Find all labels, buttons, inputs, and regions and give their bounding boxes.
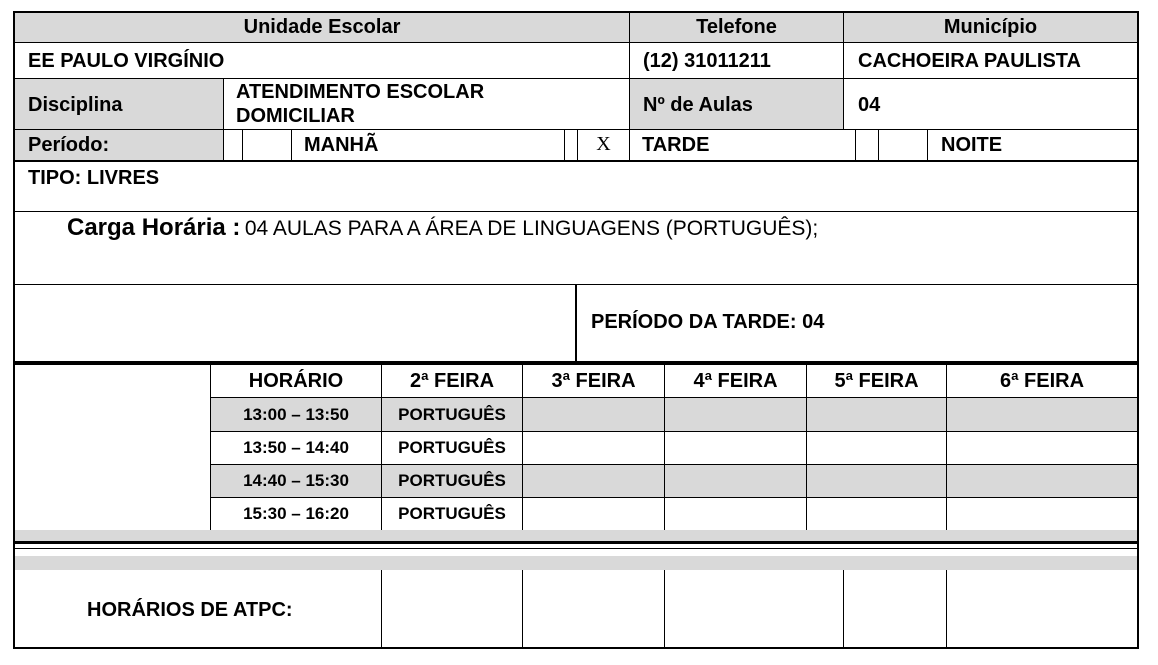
tipo-label: TIPO: LIVRES: [28, 167, 160, 189]
telefone-value: (12) 31011211: [643, 50, 771, 72]
carga-horaria: [67, 214, 818, 245]
unidade-escolar-value: EE PAULO VIRGÍNIO: [28, 50, 225, 72]
separator-band-top: [15, 530, 1137, 541]
col-header-terca: 3ª FEIRA: [551, 370, 636, 392]
col-header-horario: HORÁRIO: [248, 370, 344, 392]
municipio-value: CACHOEIRA PAULISTA: [858, 50, 1081, 72]
row-2-segunda: PORTUGUÊS: [398, 438, 506, 457]
col-header-sexta: 6ª FEIRA: [999, 370, 1085, 392]
row-2-time: 13:50 – 14:40: [243, 438, 349, 457]
disciplina-value-line1: ATENDIMENTO ESCOLAR: [236, 81, 485, 103]
row-1-segunda: PORTUGUÊS: [398, 404, 506, 424]
periodo-manha: MANHÃ: [304, 134, 379, 156]
row-3-time: 14:40 – 15:30: [243, 471, 349, 490]
unidade-escolar-header: Unidade Escolar: [243, 16, 401, 38]
periodo-tarde-summary: PERÍODO DA TARDE: 04: [591, 311, 825, 333]
row-4-segunda: PORTUGUÊS: [398, 504, 506, 523]
tarde-checkbox-mark: X: [596, 133, 611, 155]
carga-horaria-value: 04 AULAS PARA A ÁREA DE LINGUAGENS (PORTUGUÊS);: [244, 217, 819, 240]
row-3-segunda: PORTUGUÊS: [398, 471, 506, 490]
col-header-quinta: 5ª FEIRA: [834, 370, 919, 392]
row-4-time: 15:30 – 16:20: [243, 504, 349, 523]
col-header-quarta: 4ª FEIRA: [693, 370, 778, 392]
row-1-time: 13:00 – 13:50: [243, 404, 349, 424]
carga-horaria-label: Carga Horária :: [67, 214, 241, 241]
separator-band-bottom: [15, 556, 1137, 570]
periodo-label: Período:: [28, 134, 110, 156]
periodo-noite: NOITE: [941, 134, 1003, 156]
disciplina-label: Disciplina: [28, 94, 123, 116]
atpc-label: HORÁRIOS DE ATPC:: [87, 599, 293, 621]
municipio-header: Município: [943, 16, 1038, 38]
aulas-value: 04: [858, 94, 881, 116]
col-header-segunda: 2ª FEIRA: [409, 370, 495, 392]
telefone-header: Telefone: [696, 16, 777, 38]
aulas-label: Nº de Aulas: [643, 94, 753, 116]
disciplina-value-line2: DOMICILIAR: [236, 105, 355, 127]
periodo-tarde: TARDE: [642, 134, 710, 156]
